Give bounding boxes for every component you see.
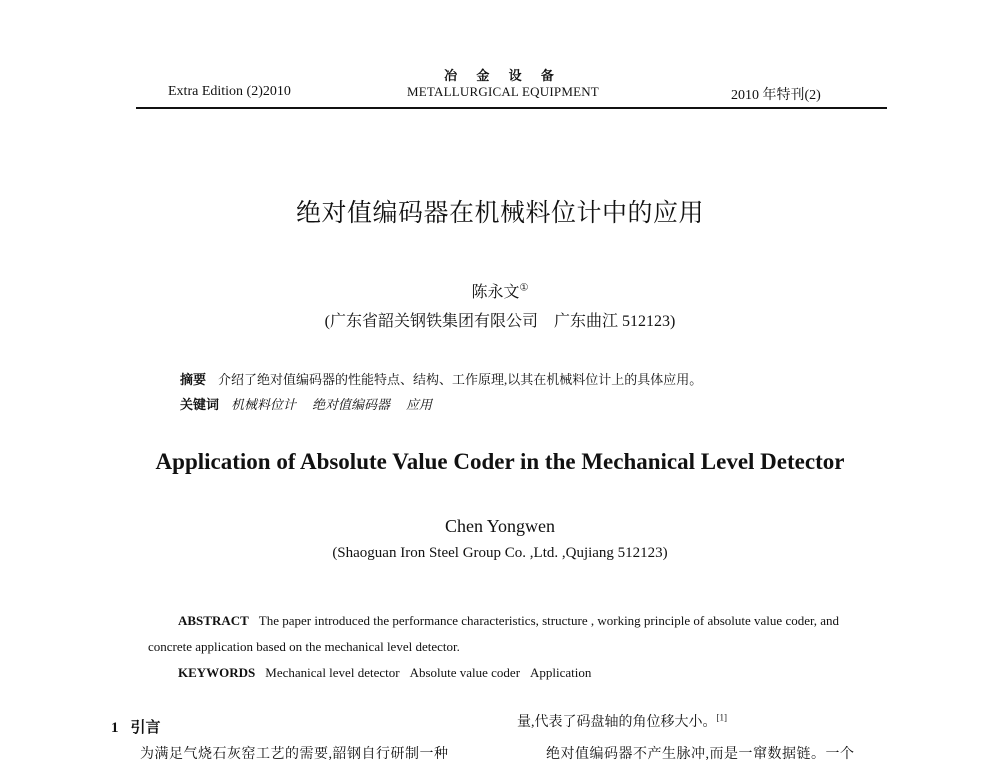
keyword-en: Absolute value coder [409,665,521,680]
header-rule [136,107,887,109]
body-col2-line: 绝对值编码器不产生脉冲,而是一窜数据链。一个 [546,747,855,762]
abstract-en [148,608,860,660]
abstract-en-text: The paper introduced the performance characteristics, structure , working principle of absolute value coder, and concrete application based on the mechanical level detector. [148,613,840,654]
paper-title-en: Application of Absolute Value Coder in the Mechanical Level Detector [155,449,845,474]
keyword-en: Mechanical level detector [265,665,400,680]
body-col2-line [517,711,727,731]
section-heading [111,716,161,737]
keywords-cn [180,394,448,413]
journal-name-en: METALLURGICAL EQUIPMENT [407,84,599,99]
abstract-en-label: ABSTRACT [178,613,249,628]
paper-title-cn: 绝对值编码器在机械料位计中的应用 [295,198,704,227]
abstract-cn [180,369,702,388]
keyword-cn: 绝对值编码器 [312,397,391,412]
abstract-cn-label: 摘要 [180,373,207,388]
section-number: 1 [111,720,119,736]
affiliation-en: (Shaoguan Iron Steel Group Co. ,Ltd. ,Qujiang 512123) [332,545,668,561]
header-issue: 2010 年特刊(2) [731,88,821,103]
author-en: Chen Yongwen [444,516,555,536]
section-title: 引言 [130,718,161,736]
affiliation-cn: (广东省韶关钢铁集团有限公司 广东曲江 512123) [324,313,676,330]
keywords-en-label: KEYWORDS [178,665,256,680]
keyword-en: Application [530,665,592,680]
author-name-cn: 陈永文 [471,282,520,301]
keyword-cn: 应用 [406,397,433,412]
body-col1-line: 为满足气烧石灰窑工艺的需要,韶钢自行研制一种 [140,747,449,762]
header-edition: Extra Edition (2)2010 [168,84,291,99]
journal-name-cn: 冶 金 设 备 [444,68,562,83]
citation-ref: [1] [716,712,727,723]
body-col2-text: 量,代表了码盘轴的角位移大小。 [517,715,717,730]
keywords-cn-label: 关键词 [180,398,220,413]
author-cn [0,279,1000,302]
keywords-en [178,665,601,681]
header-journal [398,68,608,100]
keyword-cn: 机械料位计 [231,397,297,412]
abstract-cn-text: 介绍了绝对值编码器的性能特点、结构、工作原理,以其在机械料位计上的具体应用。 [218,372,703,387]
author-footnote-mark: ① [519,282,529,294]
